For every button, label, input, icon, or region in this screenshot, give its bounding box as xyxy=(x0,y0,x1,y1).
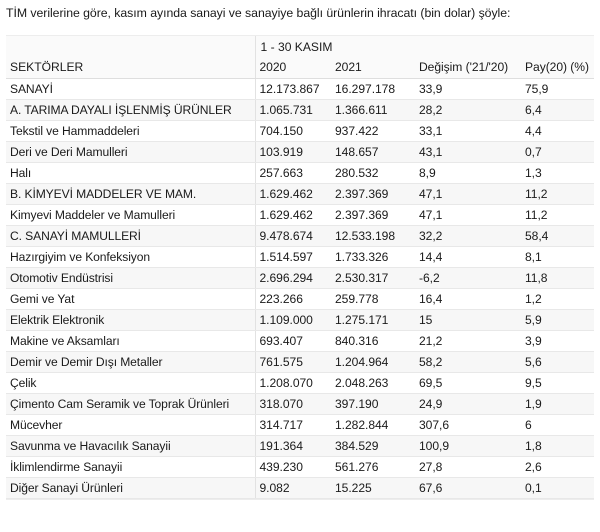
cell-2020: 9.478.674 xyxy=(255,225,331,246)
table-row xyxy=(6,120,594,141)
cell-change: 15 xyxy=(415,309,521,330)
cell-share: 8,1 xyxy=(521,246,594,267)
cell-2021: 2.048.263 xyxy=(331,372,415,393)
table-row xyxy=(6,414,594,435)
cell-2020: 1.109.000 xyxy=(255,309,331,330)
table-row xyxy=(6,456,594,477)
cell-share: 6 xyxy=(521,414,594,435)
cell-sector: Deri ve Deri Mamulleri xyxy=(6,141,255,162)
cell-2021: 937.422 xyxy=(331,120,415,141)
table-row xyxy=(6,435,594,456)
cell-2021: 1.733.326 xyxy=(331,246,415,267)
cell-sector: Makine ve Aksamları xyxy=(6,330,255,351)
cell-2020: 1.514.597 xyxy=(255,246,331,267)
cell-change: 47,1 xyxy=(415,183,521,204)
table-row xyxy=(6,309,594,330)
period-label: 1 - 30 KASIM xyxy=(255,36,594,57)
cell-change: 27,8 xyxy=(415,456,521,477)
cell-sector: C. SANAYİ MAMULLERİ xyxy=(6,225,255,246)
cell-2020: 223.266 xyxy=(255,288,331,309)
table-row xyxy=(6,477,594,498)
cell-sector: Savunma ve Havacılık Sanayii xyxy=(6,435,255,456)
cell-share: 1,3 xyxy=(521,162,594,183)
cell-2021: 259.778 xyxy=(331,288,415,309)
table-body xyxy=(6,78,594,498)
cell-change: 8,9 xyxy=(415,162,521,183)
cell-2020: 314.717 xyxy=(255,414,331,435)
cell-sector: İklimlendirme Sanayii xyxy=(6,456,255,477)
cell-2020: 704.150 xyxy=(255,120,331,141)
cell-2021: 16.297.178 xyxy=(331,78,415,99)
table-row xyxy=(6,141,594,162)
cell-share: 0,7 xyxy=(521,141,594,162)
cell-2020: 191.364 xyxy=(255,435,331,456)
cell-2020: 439.230 xyxy=(255,456,331,477)
cell-share: 1,8 xyxy=(521,435,594,456)
cell-change: 33,1 xyxy=(415,120,521,141)
cell-sector: Elektrik Elektronik xyxy=(6,309,255,330)
cell-2021: 1.282.844 xyxy=(331,414,415,435)
cell-2020: 257.663 xyxy=(255,162,331,183)
table-row xyxy=(6,288,594,309)
cell-change: 16,4 xyxy=(415,288,521,309)
cell-change: 32,2 xyxy=(415,225,521,246)
cell-change: 21,2 xyxy=(415,330,521,351)
cell-2020: 1.629.462 xyxy=(255,204,331,225)
table-bottom-border xyxy=(6,499,594,500)
column-header-change: Değişim ('21/'20) xyxy=(415,57,521,78)
table-row xyxy=(6,351,594,372)
table-row xyxy=(6,99,594,120)
cell-share: 3,9 xyxy=(521,330,594,351)
cell-change: 100,9 xyxy=(415,435,521,456)
cell-2021: 2.397.369 xyxy=(331,204,415,225)
cell-2020: 761.575 xyxy=(255,351,331,372)
cell-change: 14,4 xyxy=(415,246,521,267)
page-title: TİM verilerine göre, kasım ayında sanayi ve sanayiye bağlı ürünlerin ihracatı (bin dolar) şöyle: xyxy=(6,6,511,20)
cell-2020: 2.696.294 xyxy=(255,267,331,288)
cell-sector: Halı xyxy=(6,162,255,183)
cell-change: -6,2 xyxy=(415,267,521,288)
column-header-2020: 2020 xyxy=(255,57,331,78)
table-row xyxy=(6,78,594,99)
cell-change: 307,6 xyxy=(415,414,521,435)
table-row xyxy=(6,372,594,393)
cell-share: 11,2 xyxy=(521,204,594,225)
cell-2021: 1.204.964 xyxy=(331,351,415,372)
cell-2021: 397.190 xyxy=(331,393,415,414)
cell-change: 43,1 xyxy=(415,141,521,162)
cell-sector: Diğer Sanayi Ürünleri xyxy=(6,477,255,498)
column-header-2021: 2021 xyxy=(331,57,415,78)
period-spacer-cell xyxy=(6,36,255,57)
cell-2020: 1.208.070 xyxy=(255,372,331,393)
cell-change: 47,1 xyxy=(415,204,521,225)
cell-share: 6,4 xyxy=(521,99,594,120)
table-row xyxy=(6,225,594,246)
cell-change: 67,6 xyxy=(415,477,521,498)
column-header-share: Pay(20) (%) xyxy=(521,57,594,78)
export-table-container xyxy=(6,36,594,499)
table-row xyxy=(6,246,594,267)
cell-sector: B. KİMYEVİ MADDELER VE MAM. xyxy=(6,183,255,204)
cell-2020: 103.919 xyxy=(255,141,331,162)
cell-sector: Kimyevi Maddeler ve Mamulleri xyxy=(6,204,255,225)
cell-share: 5,6 xyxy=(521,351,594,372)
cell-2021: 15.225 xyxy=(331,477,415,498)
cell-share: 0,1 xyxy=(521,477,594,498)
table-row xyxy=(6,204,594,225)
column-header-sector: SEKTÖRLER xyxy=(6,57,255,78)
cell-2021: 12.533.198 xyxy=(331,225,415,246)
cell-share: 4,4 xyxy=(521,120,594,141)
cell-change: 69,5 xyxy=(415,372,521,393)
cell-share: 9,5 xyxy=(521,372,594,393)
cell-2020: 318.070 xyxy=(255,393,331,414)
cell-2021: 280.532 xyxy=(331,162,415,183)
table-row xyxy=(6,393,594,414)
cell-2021: 384.529 xyxy=(331,435,415,456)
cell-sector: Otomotiv Endüstrisi xyxy=(6,267,255,288)
cell-2021: 840.316 xyxy=(331,330,415,351)
cell-2020: 1.065.731 xyxy=(255,99,331,120)
cell-2020: 12.173.867 xyxy=(255,78,331,99)
cell-sector: A. TARIMA DAYALI İŞLENMİŞ ÜRÜNLER xyxy=(6,99,255,120)
cell-2021: 561.276 xyxy=(331,456,415,477)
table-column-header-row xyxy=(6,57,594,78)
cell-change: 24,9 xyxy=(415,393,521,414)
table-row xyxy=(6,162,594,183)
cell-sector: Çimento Cam Seramik ve Toprak Ürünleri xyxy=(6,393,255,414)
cell-share: 1,2 xyxy=(521,288,594,309)
cell-sector: Mücevher xyxy=(6,414,255,435)
cell-2020: 693.407 xyxy=(255,330,331,351)
cell-sector: Tekstil ve Hammaddeleri xyxy=(6,120,255,141)
table-period-row xyxy=(6,36,594,57)
cell-2020: 1.629.462 xyxy=(255,183,331,204)
cell-share: 11,8 xyxy=(521,267,594,288)
cell-2021: 148.657 xyxy=(331,141,415,162)
cell-sector: SANAYİ xyxy=(6,78,255,99)
cell-2021: 2.530.317 xyxy=(331,267,415,288)
cell-change: 58,2 xyxy=(415,351,521,372)
export-table xyxy=(6,36,594,499)
cell-2021: 1.366.611 xyxy=(331,99,415,120)
table-row xyxy=(6,267,594,288)
cell-share: 5,9 xyxy=(521,309,594,330)
cell-share: 11,2 xyxy=(521,183,594,204)
table-row xyxy=(6,183,594,204)
cell-sector: Gemi ve Yat xyxy=(6,288,255,309)
table-header xyxy=(6,36,594,78)
cell-2021: 2.397.369 xyxy=(331,183,415,204)
cell-change: 33,9 xyxy=(415,78,521,99)
cell-share: 75,9 xyxy=(521,78,594,99)
cell-sector: Hazırgiyim ve Konfeksiyon xyxy=(6,246,255,267)
cell-share: 1,9 xyxy=(521,393,594,414)
cell-sector: Demir ve Demir Dışı Metaller xyxy=(6,351,255,372)
cell-share: 58,4 xyxy=(521,225,594,246)
cell-sector: Çelik xyxy=(6,372,255,393)
cell-change: 28,2 xyxy=(415,99,521,120)
cell-2020: 9.082 xyxy=(255,477,331,498)
cell-2021: 1.275.171 xyxy=(331,309,415,330)
table-row xyxy=(6,330,594,351)
cell-share: 2,6 xyxy=(521,456,594,477)
